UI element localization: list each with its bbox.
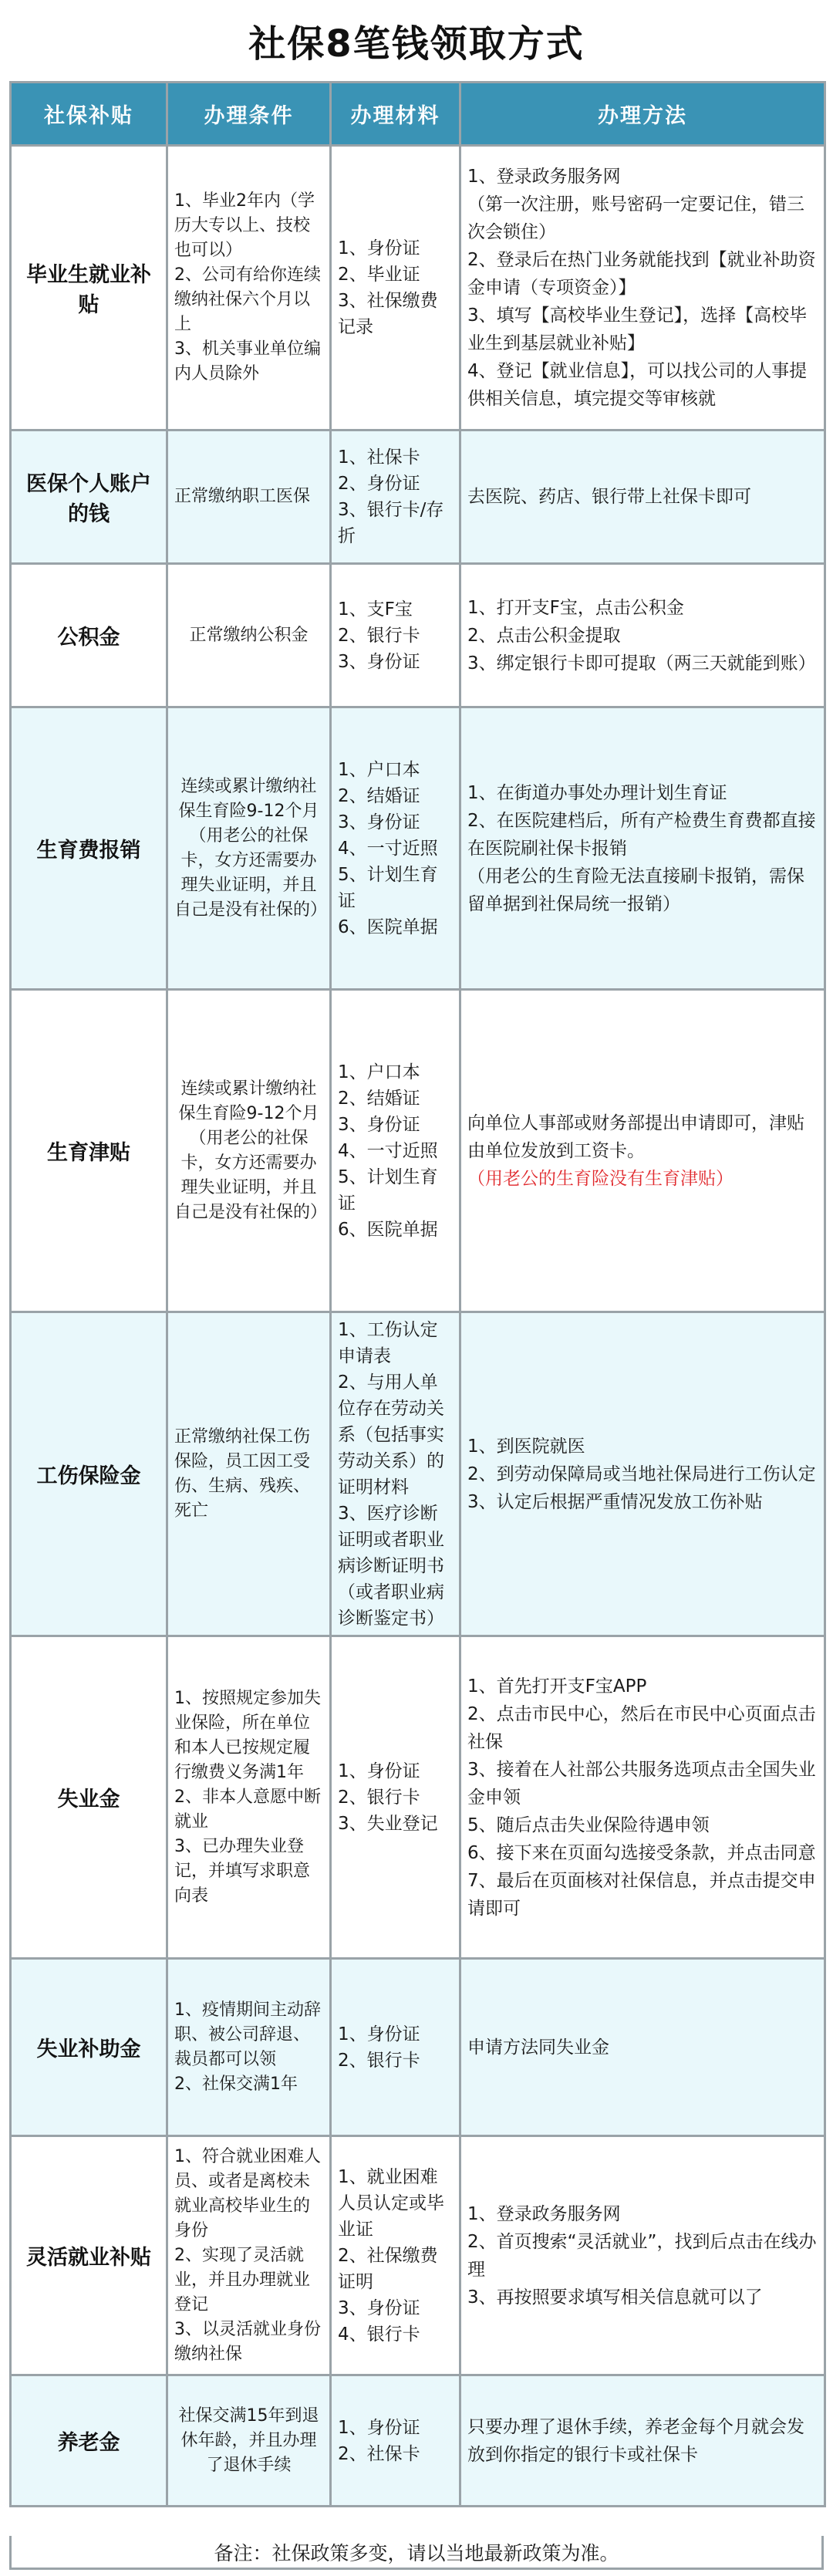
table-row [11, 707, 825, 990]
table-row [11, 430, 825, 564]
condition-line: 2、实现了灵活就业，并且办理就业登记 [174, 2245, 311, 2314]
method-line: 只要办理了退休手续，养老金每个月就会发放到你指定的银行卡或社保卡 [467, 2416, 804, 2465]
header-materials: 办理材料 [331, 83, 460, 146]
method-line: 6、接下来在页面勾选接受条款，并点击同意 [467, 1842, 816, 1863]
table-row [11, 1959, 825, 2136]
material-line: 5、计划生育证 [338, 864, 438, 911]
condition-line: 3、已办理失业登记，并填写求职意向表 [174, 1836, 311, 1906]
conditions-cell [167, 2375, 331, 2507]
condition-line: 社保交满15年到退休年龄，并且办理了退休手续 [178, 2406, 319, 2475]
table-row [11, 146, 825, 430]
condition-line: 正常缴纳职工医保 [174, 487, 311, 506]
method-line: 5、随后点击失业保险待遇申领 [467, 1815, 710, 1835]
material-line: 2、银行卡 [338, 2050, 420, 2071]
header-conditions: 办理条件 [167, 83, 331, 146]
material-line: 1、社保卡 [338, 447, 420, 468]
material-line: 1、身份证 [338, 1761, 420, 1781]
materials-cell [331, 1959, 460, 2136]
page-title: 社保8笔钱领取方式 [248, 22, 585, 66]
method-line: 申请方法同失业金 [467, 2037, 609, 2058]
condition-line: 3、以灵活就业身份缴纳社保 [174, 2319, 321, 2364]
condition-line: 2、社保交满1年 [174, 2074, 298, 2094]
conditions-cell [167, 990, 331, 1312]
methods-cell [460, 1959, 825, 2136]
materials-cell [331, 1636, 460, 1959]
condition-line: 2、非本人意愿中断就业 [174, 1787, 321, 1832]
material-line: 2、银行卡 [338, 625, 420, 646]
conditions-cell [167, 1636, 331, 1959]
methods-cell [460, 1312, 825, 1636]
materials-cell [331, 2136, 460, 2375]
material-line: 4、一寸近照 [338, 1140, 438, 1161]
material-line: 2、社保缴费证明 [338, 2245, 438, 2292]
condition-line: 正常缴纳公积金 [189, 625, 309, 645]
material-line: 3、身份证 [338, 2297, 420, 2318]
materials-cell [331, 707, 460, 990]
materials-cell [331, 1312, 460, 1636]
table-header-row [11, 83, 825, 146]
methods-cell [460, 1636, 825, 1959]
method-line: 去医院、药店、银行带上社保卡即可 [467, 487, 751, 507]
table-row [11, 1312, 825, 1636]
header-methods: 办理方法 [460, 83, 825, 146]
condition-line: 2、公司有给你连续缴纳社保六个月以上 [174, 265, 321, 334]
conditions-cell [167, 1312, 331, 1636]
condition-line: 连续或累计缴纳社保生育险9-12个月（用老公的社保卡，女方还需要办理失业证明，并且自己是没有社保的） [174, 776, 328, 920]
material-line: 6、医院单据 [338, 917, 438, 937]
methods-cell [460, 707, 825, 990]
conditions-cell [167, 707, 331, 990]
header-benefit: 社保补贴 [11, 83, 167, 146]
condition-line: 1、毕业2年内（学历大专以上、技校也可以） [174, 191, 315, 260]
material-line: 2、银行卡 [338, 1787, 420, 1808]
condition-line: 1、按照规定参加失业保险，所在单位和本人已按规定履行缴费义务满1年 [174, 1688, 321, 1782]
method-line: 1、首先打开支F宝APP [467, 1676, 647, 1697]
material-line: 4、一寸近照 [338, 838, 438, 859]
material-line: 1、户口本 [338, 759, 420, 780]
method-line: （第一次注册，账号密码一定要记住，错三次会锁住） [467, 194, 804, 242]
method-line: 7、最后在页面核对社保信息，并点击提交申请即可 [467, 1870, 816, 1919]
material-line: 4、银行卡 [338, 2324, 420, 2345]
methods-cell [460, 2375, 825, 2507]
benefit-name: 生育费报销 [11, 707, 167, 990]
material-line: 1、户口本 [338, 1062, 420, 1082]
warning-note: （用老公的生育险没有生育津贴） [467, 1168, 734, 1189]
condition-line: 3、机关事业单位编内人员除外 [174, 339, 321, 383]
material-line: 3、失业登记 [338, 1813, 438, 1834]
material-line: 1、身份证 [338, 238, 420, 258]
method-line: 1、登录政务服务网 [467, 167, 621, 187]
materials-cell [331, 2375, 460, 2507]
table-row [11, 2375, 825, 2507]
benefit-name: 养老金 [11, 2375, 167, 2507]
method-line: 2、首页搜索“灵活就业”，找到后点击在线办理 [467, 2231, 817, 2280]
method-line: 向单位人事部或财务部提出申请即可，津贴由单位发放到工资卡。 [467, 1112, 804, 1161]
method-line: （用老公的生育险无法直接刷卡报销，需保留单据到社保局统一报销） [467, 866, 804, 914]
material-line: 2、结婚证 [338, 785, 420, 806]
table-row [11, 564, 825, 707]
benefit-name: 医保个人账户的钱 [11, 430, 167, 564]
conditions-cell [167, 2136, 331, 2375]
benefit-name: 公积金 [11, 564, 167, 707]
methods-cell [460, 2136, 825, 2375]
material-line: 3、身份证 [338, 812, 420, 832]
conditions-cell [167, 146, 331, 430]
condition-line: 1、符合就业困难人员、或者是离校未就业高校毕业生的身份 [174, 2146, 321, 2240]
material-line: 1、身份证 [338, 2024, 420, 2044]
material-line: 3、社保缴费记录 [338, 291, 438, 337]
method-line: 2、点击公积金提取 [467, 625, 621, 646]
material-line: 2、身份证 [338, 474, 420, 494]
material-line: 1、工伤认定申请表 [338, 1319, 438, 1366]
benefit-name: 毕业生就业补贴 [11, 146, 167, 430]
materials-cell [331, 430, 460, 564]
material-line: 6、医院单据 [338, 1219, 438, 1240]
material-line: 3、身份证 [338, 651, 420, 672]
material-line: 2、社保卡 [338, 2443, 420, 2464]
method-line: 2、到劳动保障局或当地社保局进行工伤认定 [467, 1464, 816, 1484]
method-line: 3、再按照要求填写相关信息就可以了 [467, 2287, 763, 2308]
benefit-name: 工伤保险金 [11, 1312, 167, 1636]
material-line: 1、支F宝 [338, 599, 413, 620]
material-line: 5、计划生育证 [338, 1166, 438, 1214]
methods-cell [460, 564, 825, 707]
method-line: 1、打开支F宝，点击公积金 [467, 597, 684, 618]
materials-cell [331, 990, 460, 1312]
method-line: 3、认定后根据严重情况发放工伤补贴 [467, 1491, 763, 1512]
methods-cell [460, 990, 825, 1312]
benefit-name: 失业金 [11, 1636, 167, 1959]
material-line: 1、身份证 [338, 2417, 420, 2438]
method-line: 1、到医院就医 [467, 1436, 585, 1457]
method-line: 1、登录政务服务网 [467, 2203, 621, 2224]
material-line: 2、与用人单位存在劳动关系（包括事实劳动关系）的证明材料 [338, 1372, 444, 1497]
table-row [11, 990, 825, 1312]
conditions-cell [167, 1959, 331, 2136]
method-line: 4、登记【就业信息】，可以找公司的人事提供相关信息，填完提交等审核就 [467, 361, 808, 409]
condition-line: 1、疫情期间主动辞职、被公司辞退、裁员都可以领 [174, 2000, 321, 2069]
materials-cell [331, 146, 460, 430]
methods-cell [460, 430, 825, 564]
benefits-table [9, 81, 826, 2507]
material-line: 3、银行卡/存折 [338, 500, 444, 546]
table-row [11, 1636, 825, 1959]
method-line: 2、点击市民中心，然后在市民中心页面点击社保 [467, 1703, 816, 1752]
method-line: 1、在街道办事处办理计划生育证 [467, 782, 727, 803]
conditions-cell [167, 564, 331, 707]
methods-cell [460, 146, 825, 430]
method-line: 2、登录后在热门业务就能找到【就业补助资金申请（专项资金）】 [467, 250, 816, 298]
table-row [11, 2136, 825, 2375]
conditions-cell [167, 430, 331, 564]
method-line: 3、填写【高校毕业生登记】，选择【高校毕业生到基层就业补贴】 [467, 306, 808, 353]
material-line: 3、医疗诊断证明或者职业病诊断证明书（或者职业病诊断鉴定书） [338, 1503, 444, 1629]
method-line: 2、在医院建档后，所有产检费生育费都直接在医院刷社保卡报销 [467, 810, 816, 859]
footnote: 备注：社保政策多变，请以当地最新政策为准。 [9, 2536, 824, 2570]
method-line: 3、绑定银行卡即可提取（两三天就能到账） [467, 653, 816, 674]
material-line: 2、结婚证 [338, 1088, 420, 1109]
material-line: 3、身份证 [338, 1114, 420, 1135]
material-line: 2、毕业证 [338, 265, 420, 285]
condition-line: 正常缴纳社保工伤保险，员工因工受伤、生病、残疾、死亡 [174, 1426, 311, 1521]
method-line: 3、接着在人社部公共服务选项点击全国失业金申领 [467, 1759, 816, 1808]
benefit-name: 失业补助金 [11, 1959, 167, 2136]
benefit-name: 灵活就业补贴 [11, 2136, 167, 2375]
condition-line: 连续或累计缴纳社保生育险9-12个月（用老公的社保卡，女方还需要办理失业证明，并且自己是没有社保的） [174, 1079, 328, 1222]
material-line: 1、就业困难人员认定或毕业证 [338, 2166, 444, 2240]
materials-cell [331, 564, 460, 707]
benefit-name: 生育津贴 [11, 990, 167, 1312]
